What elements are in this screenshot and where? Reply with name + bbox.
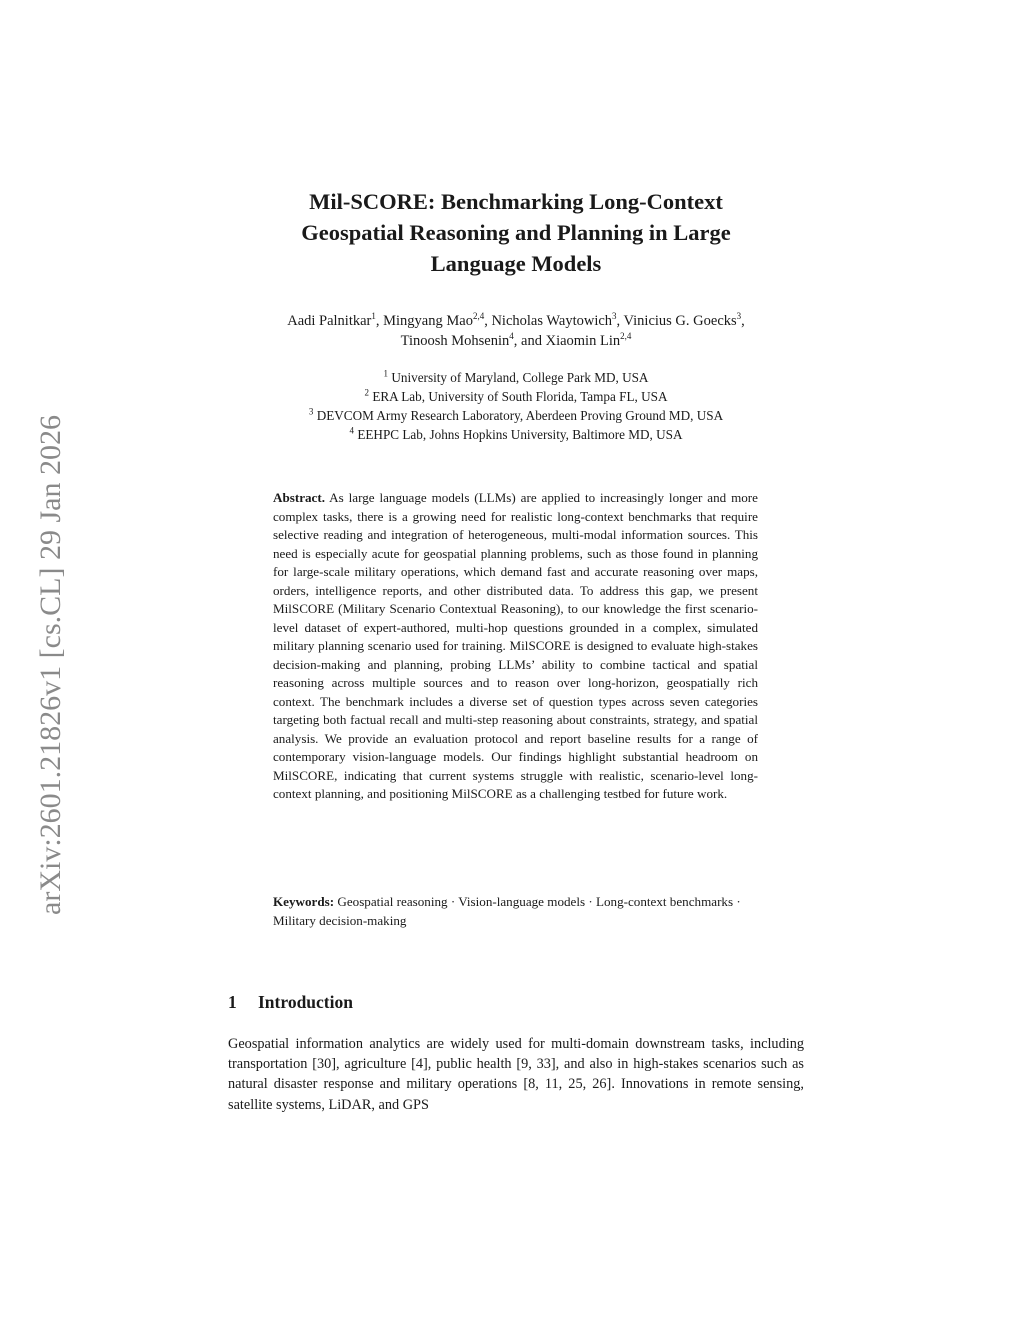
- author-name: Nicholas Waytowich: [491, 313, 613, 329]
- title-line-3: Language Models: [430, 251, 602, 276]
- author-line-1: [216, 311, 816, 331]
- affiliation-mark: 4: [349, 425, 355, 436]
- section-heading: [228, 992, 353, 1013]
- author-list: [216, 311, 816, 351]
- affiliation-mark: 3: [308, 406, 314, 417]
- affiliation: [216, 368, 816, 387]
- abstract-label: Abstract.: [273, 490, 325, 505]
- section-title: Introduction: [258, 992, 353, 1012]
- abstract: [273, 489, 758, 804]
- author-affil-mark: 1: [371, 311, 376, 322]
- arxiv-identifier-text: arXiv:2601.21826v1 [cs.CL] 29 Jan 2026: [34, 415, 67, 915]
- author-line-2: [216, 331, 816, 351]
- abstract-text: As large language models (LLMs) are applied to increasingly longer and more complex tasks, there is a growing need for realistic long-context benchmarks that require selective reading and integration of heterogeneous, multi-modal information sources. This need is especially acute for geospatial planning problems, such as those found in planning for large-scale military operations, which demand fast and accurate reasoning over maps, orders, intelligence reports, and other distributed data. To address this gap, we present MilSCORE (Military Scenario Contextual Reasoning), to our knowledge the first scenario-level dataset of expert-authored, multi-hop questions grounded in a complex, simulated military planning scenario used for training. MilSCORE is designed to evaluate high-stakes decision-making and planning, probing LLMs’ ability to combine tactical and spatial reasoning across multiple sources and to reason over long-horizon, geospatially rich context. The benchmark includes a diverse set of question types across seven categories targeting both factual recall and multi-step reasoning about constraints, strategy, and spatial analysis. We provide an evaluation protocol and report baseline results for a range of contemporary vision-language models. Our findings highlight substantial headroom on MilSCORE, indicating that current systems struggle with realistic, scenario-level long-context planning, and positioning MilSCORE as a challenging testbed for future work.: [273, 490, 758, 801]
- keywords-text: Geospatial reasoning · Vision-language models · Long-context benchmarks · Military decision-making: [273, 894, 741, 928]
- intro-paragraph: Geospatial information analytics are widely used for multi-domain downstream tasks, including transportation [30], agriculture [4], public health [9, 33], and also in high-stakes scenarios such as natural disaster response and military operations [8, 11, 25, 26]. Innovations in remote sensing, satellite systems, LiDAR, and GPS: [228, 1036, 804, 1113]
- author-affil-mark: 3: [612, 311, 617, 322]
- title-line-2: Geospatial Reasoning and Planning in Large: [301, 220, 731, 245]
- author-separator: ,: [616, 313, 624, 329]
- author-affil-mark: 3: [736, 311, 742, 322]
- title-line-1: Mil-SCORE: Benchmarking Long-Context: [309, 189, 723, 214]
- keywords-label: Keywords:: [273, 894, 335, 909]
- author-name: Xiaomin Lin: [545, 333, 621, 349]
- affiliation-mark: 1: [383, 368, 389, 379]
- affiliation-list: [216, 368, 816, 444]
- author-separator: ,: [741, 313, 745, 329]
- affiliation-text: DEVCOM Army Research Laboratory, Aberdeen Proving Ground MD, USA: [316, 408, 724, 423]
- keywords: [273, 893, 758, 930]
- affiliation-text: ERA Lab, University of South Florida, Tampa FL, USA: [372, 389, 668, 404]
- section-number: 1: [228, 992, 237, 1012]
- affiliation-mark: 2: [364, 387, 370, 398]
- author-name: Tinoosh Mohsenin: [400, 333, 510, 349]
- author-affil-mark: 4: [509, 331, 514, 342]
- author-name: Mingyang Mao: [383, 313, 473, 329]
- paper-title: [230, 186, 802, 279]
- author-affil-mark: 2,4: [620, 331, 632, 342]
- author-separator: ,: [484, 313, 492, 329]
- affiliation: [216, 406, 816, 425]
- author-name: Vinicius G. Goecks: [623, 313, 737, 329]
- affiliation-text: EEHPC Lab, Johns Hopkins University, Baltimore MD, USA: [357, 427, 683, 442]
- author-separator: , and: [513, 333, 546, 349]
- affiliation: [216, 425, 816, 444]
- affiliation-text: University of Maryland, College Park MD, USA: [391, 370, 649, 385]
- author-separator: ,: [375, 313, 384, 329]
- author-name: Aadi Palnitkar: [287, 313, 372, 329]
- arxiv-identifier: [30, 375, 72, 955]
- author-affil-mark: 2,4: [472, 311, 485, 322]
- affiliation: [216, 387, 816, 406]
